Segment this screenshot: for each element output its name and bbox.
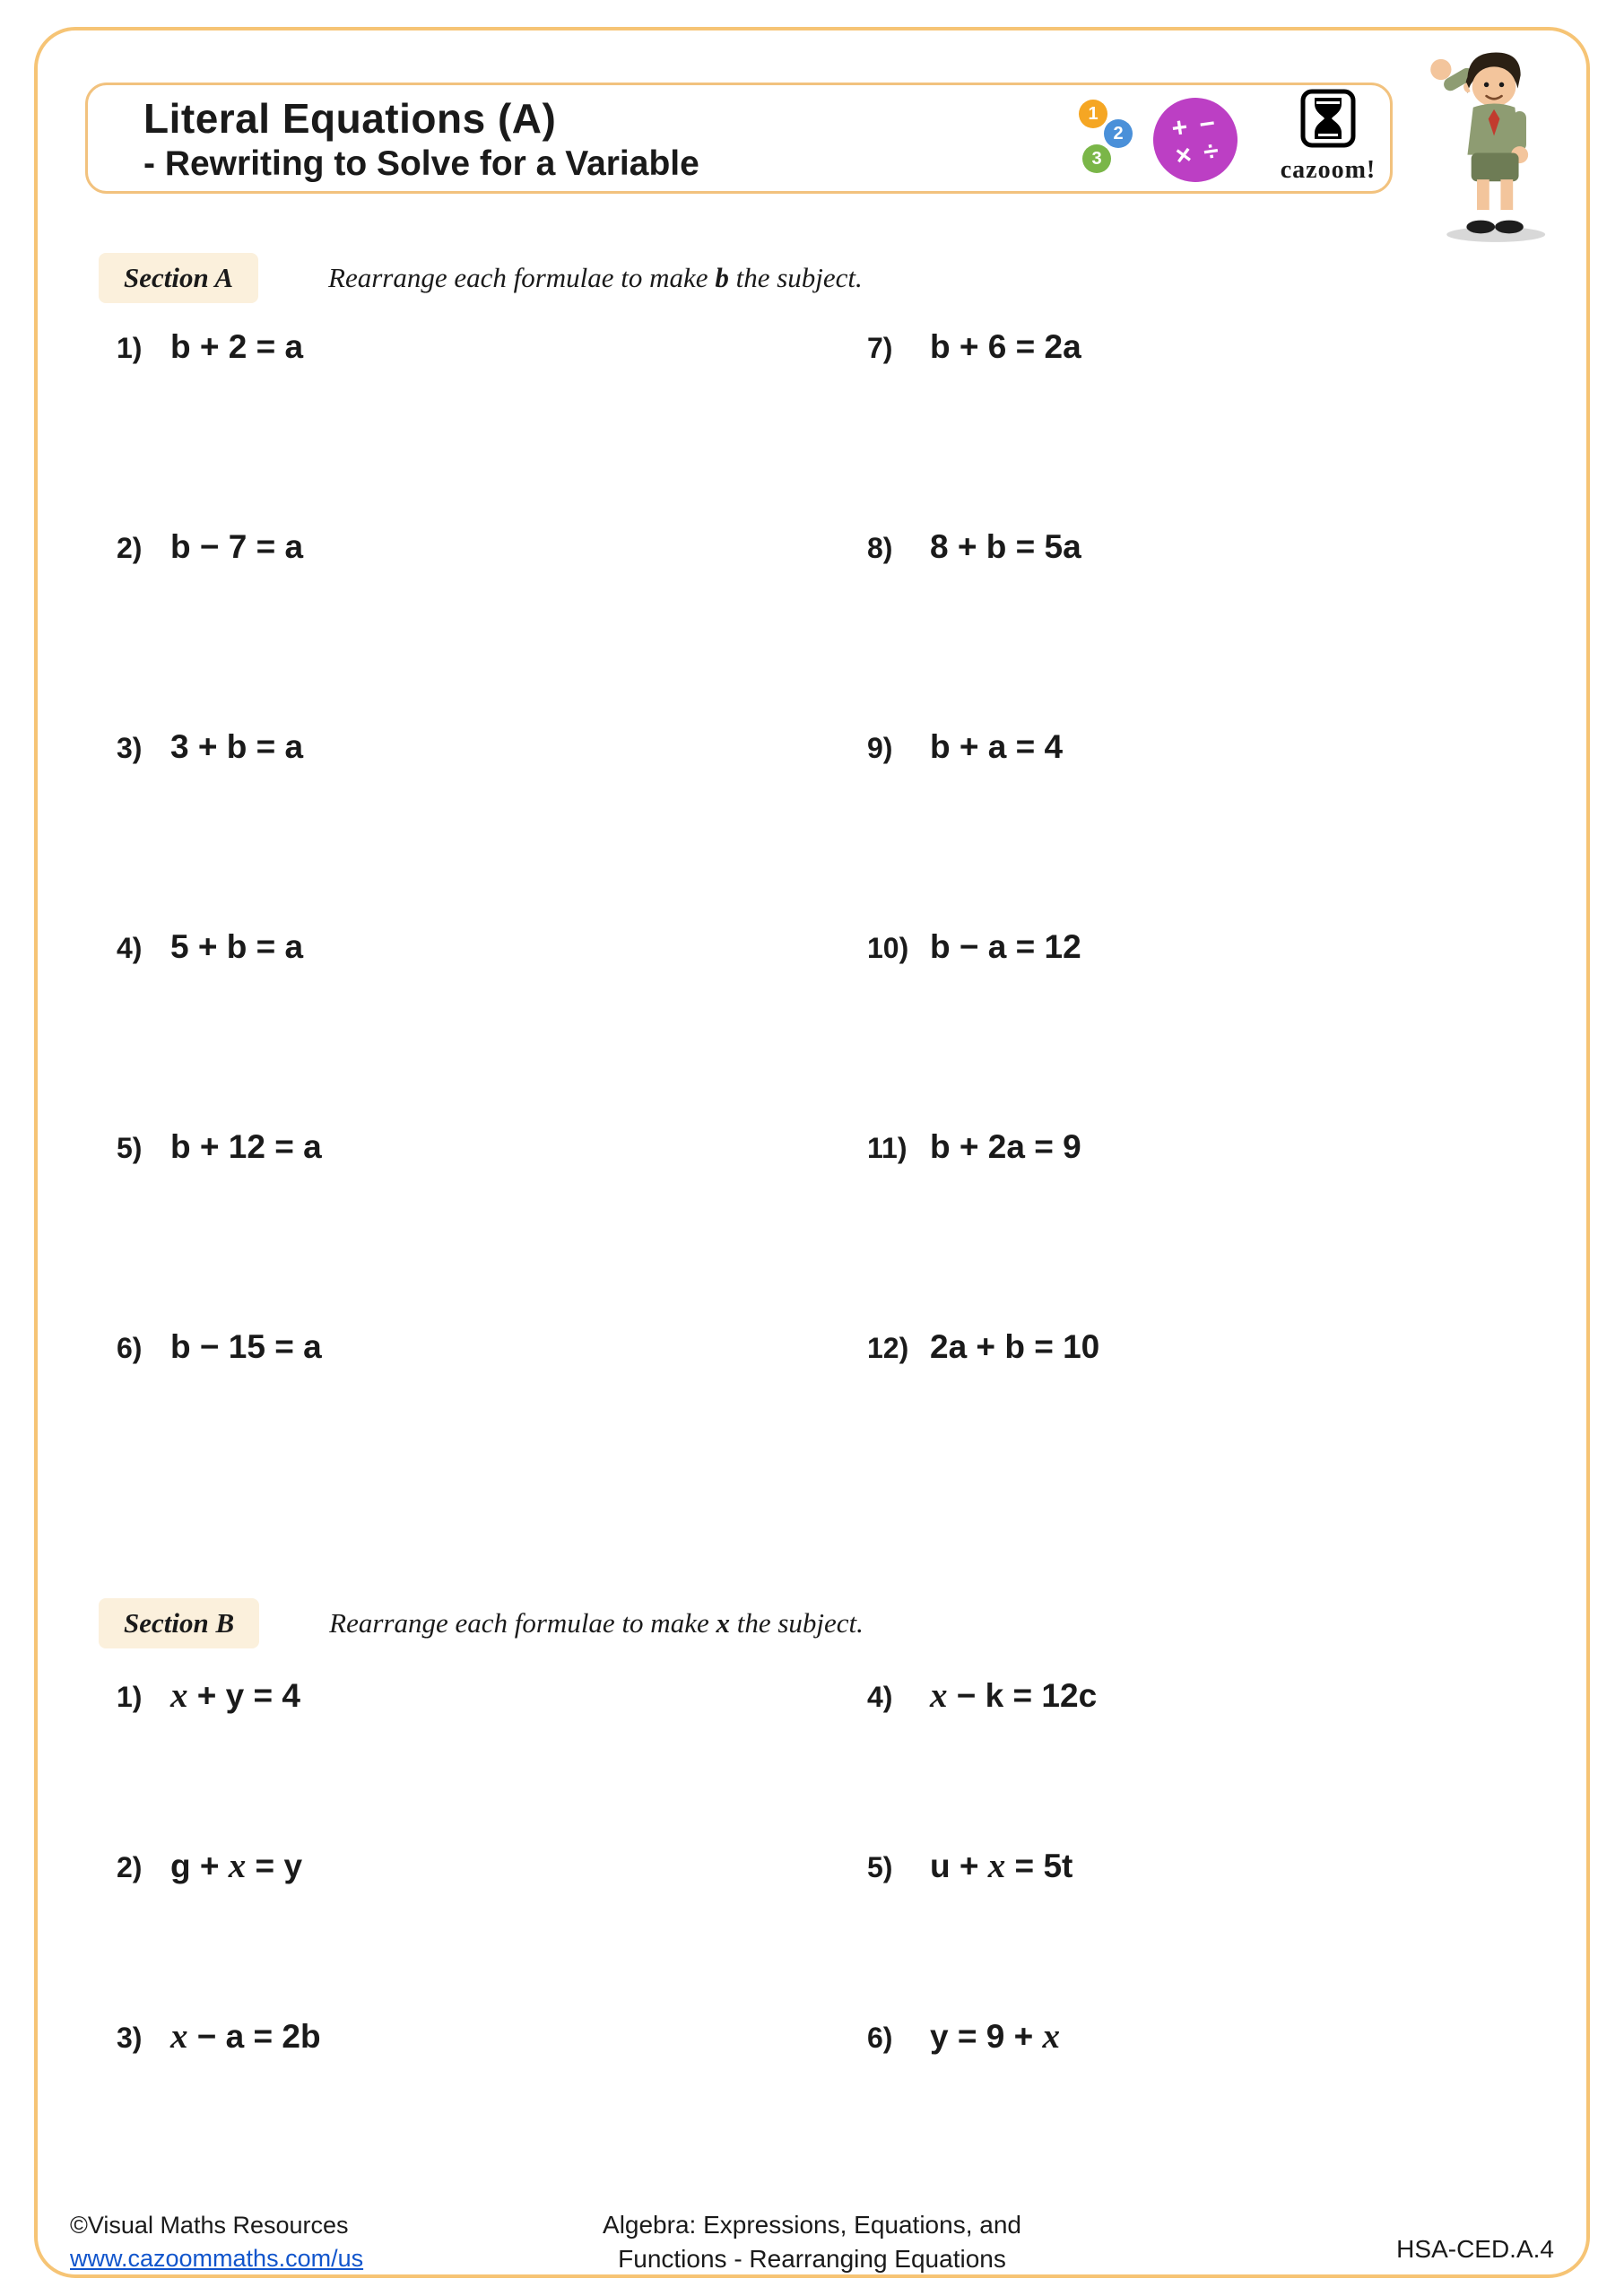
instruction-variable: b: [715, 262, 729, 293]
title-box: [85, 83, 1393, 194]
section-b-label: Section B: [99, 1598, 259, 1648]
problem-number: 11): [867, 1132, 908, 1164]
problem-a3: [99, 721, 858, 921]
problem-number: 12): [867, 1332, 909, 1364]
problem-a5: [99, 1121, 858, 1321]
problem-equation: 2a + b = 10: [930, 1328, 1100, 1365]
problem-equation: 5 + b = a: [170, 928, 304, 965]
problem-number: 3): [117, 2022, 143, 2054]
problem-equation: u + x = 5t: [930, 1847, 1073, 1885]
divide-icon: ÷: [1201, 135, 1220, 168]
problem-equation: 8 + b = 5a: [930, 528, 1081, 565]
number-3-circle-icon: 3: [1082, 144, 1111, 173]
problem-a9: [858, 721, 1498, 921]
times-icon: ×: [1173, 139, 1194, 171]
section-a-instruction: [328, 262, 863, 294]
standard-code: HSA-CED.A.4: [1396, 2235, 1554, 2263]
instruction-text: Rearrange each formulae to make: [329, 1607, 716, 1639]
instruction-variable: x: [716, 1607, 730, 1639]
problem-equation: x + y = 4: [170, 1676, 300, 1715]
problem-number: 4): [117, 932, 143, 964]
problem-equation: b + 2 = a: [170, 328, 304, 365]
problem-number: 6): [867, 2022, 893, 2054]
footer-topic-line2: Functions - Rearranging Equations: [618, 2244, 1006, 2273]
problem-number: 7): [867, 332, 893, 364]
problem-number: 3): [117, 732, 143, 764]
problem-number: 2): [117, 1851, 143, 1883]
problem-equation: y = 9 + x: [930, 2017, 1060, 2056]
minus-icon: −: [1197, 108, 1218, 140]
problem-number: 6): [117, 1332, 143, 1364]
problem-equation: 3 + b = a: [170, 728, 304, 765]
footer-topic: [0, 2208, 1624, 2276]
problem-number: 4): [867, 1681, 893, 1713]
problem-equation: b − 7 = a: [170, 528, 304, 565]
section-a-label: Section A: [99, 253, 258, 303]
problem-b4: [858, 1668, 1498, 1839]
section-b-problems: [99, 1668, 1498, 2179]
title-block: [143, 94, 699, 184]
section-b-instruction: [329, 1607, 864, 1639]
numbers-badge-icon: [1079, 100, 1154, 182]
problem-a2: [99, 521, 858, 721]
problem-equation: x − k = 12c: [930, 1676, 1098, 1715]
problem-equation: x − a = 2b: [170, 2017, 321, 2056]
worksheet-subtitle: - Rewriting to Solve for a Variable: [143, 144, 699, 183]
mascot-boy-illustration: [1412, 45, 1574, 248]
number-2-circle-icon: 2: [1104, 119, 1133, 148]
section-a-header: [99, 253, 863, 303]
cazoom-hourglass-icon: [1300, 89, 1356, 152]
problem-a11: [858, 1121, 1498, 1321]
problem-equation: b − 15 = a: [170, 1328, 322, 1365]
problem-number: 5): [867, 1851, 893, 1883]
problem-b1: [99, 1668, 858, 1839]
number-1-circle-icon: 1: [1079, 100, 1107, 128]
cazoom-logo-text: cazoom!: [1280, 156, 1376, 184]
cazoommaths-link[interactable]: www.cazoommaths.com/us: [70, 2245, 364, 2272]
problem-a7: [858, 321, 1498, 521]
problem-equation: b + 12 = a: [170, 1128, 322, 1165]
problem-equation: g + x = y: [170, 1847, 303, 1885]
section-a-problems: [99, 321, 1498, 1521]
problem-b2: [99, 1839, 858, 2009]
problem-b3: [99, 2009, 858, 2179]
problem-number: 10): [867, 932, 909, 964]
problem-a12: [858, 1321, 1498, 1521]
problem-equation: b + 2a = 9: [930, 1128, 1081, 1165]
worksheet-title: Literal Equations (A): [143, 95, 557, 142]
footer-topic-line1: Algebra: Expressions, Equations, and: [603, 2211, 1021, 2239]
math-symbols-icon: [1148, 92, 1243, 187]
problem-number: 9): [867, 732, 893, 764]
problem-a8: [858, 521, 1498, 721]
instruction-text: the subject.: [729, 1607, 864, 1639]
problem-a10: [858, 921, 1498, 1121]
copyright-text: ©Visual Maths Resources: [70, 2212, 349, 2239]
plus-icon: +: [1169, 111, 1190, 144]
problem-number: 8): [867, 532, 893, 564]
problem-b6: [858, 2009, 1498, 2179]
problem-number: 5): [117, 1132, 143, 1164]
instruction-text: the subject.: [728, 262, 863, 293]
problem-number: 1): [117, 1681, 143, 1713]
cazoom-logo: [1261, 89, 1395, 185]
problem-b5: [858, 1839, 1498, 2009]
problem-equation: b + 6 = 2a: [930, 328, 1081, 365]
problem-number: 1): [117, 332, 143, 364]
problem-number: 2): [117, 532, 143, 564]
problem-a4: [99, 921, 858, 1121]
problem-equation: b + a = 4: [930, 728, 1064, 765]
problem-equation: b − a = 12: [930, 928, 1081, 965]
instruction-text: Rearrange each formulae to make: [328, 262, 716, 293]
problem-a1: [99, 321, 858, 521]
problem-a6: [99, 1321, 858, 1521]
section-b-header: [99, 1598, 864, 1648]
